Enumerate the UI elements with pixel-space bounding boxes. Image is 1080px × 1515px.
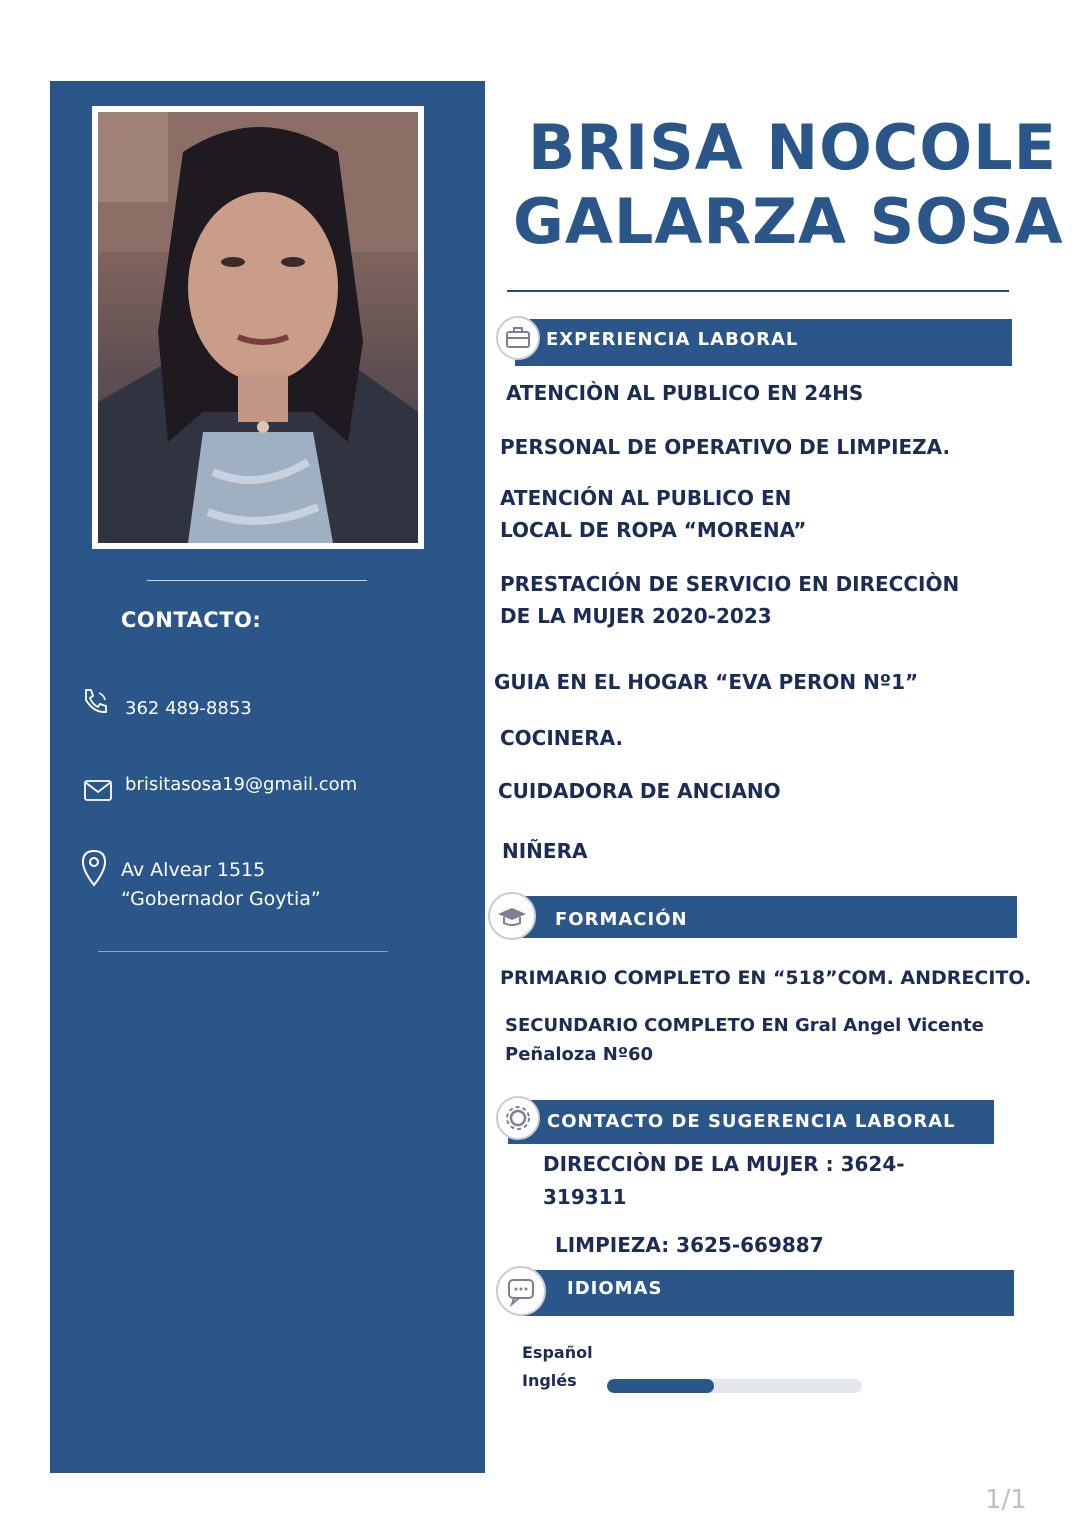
references-title: CONTACTO DE SUGERENCIA LABORAL <box>547 1111 956 1132</box>
sidebar-divider-bottom <box>98 951 388 952</box>
reference-line-2: 319311 <box>543 1185 627 1209</box>
gear-icon <box>496 1096 540 1140</box>
languages-header <box>520 1270 1014 1316</box>
phone-icon <box>80 686 112 718</box>
reference-line-3: LIMPIEZA: 3625-669887 <box>555 1233 824 1257</box>
education-title: FORMACIÓN <box>555 909 688 930</box>
experience-item: CUIDADORA DE ANCIANO <box>498 779 781 803</box>
mail-icon <box>82 774 114 806</box>
references-header <box>508 1100 994 1144</box>
contact-heading: CONTACTO: <box>121 608 262 632</box>
experience-item: ATENCIÓN AL PUBLICO EN <box>500 486 792 510</box>
sidebar-divider <box>147 580 367 581</box>
english-level-fill <box>607 1379 714 1393</box>
graduation-cap-icon <box>488 892 536 940</box>
language-spanish: Español <box>522 1343 593 1362</box>
reference-line-1: DIRECCIÒN DE LA MUJER : 3624- <box>543 1152 905 1176</box>
education-secondary-label: SECUNDARIO COMPLETO EN <box>505 1015 789 1036</box>
phone-number[interactable]: 362 489-8853 <box>125 698 252 719</box>
experience-item: GUIA EN EL HOGAR “EVA PERON Nº1” <box>494 670 919 694</box>
briefcase-icon <box>496 316 540 360</box>
english-level-bar <box>607 1379 862 1393</box>
chat-bubble-icon <box>496 1266 546 1316</box>
experience-item: PERSONAL DE OPERATIVO DE LIMPIEZA. <box>500 435 951 459</box>
location-pin-icon <box>78 848 110 888</box>
title-divider <box>507 290 1009 292</box>
experience-title: EXPERIENCIA LABORAL <box>546 329 799 350</box>
education-header <box>510 896 1017 938</box>
experience-item: PRESTACIÓN DE SERVICIO EN DIRECCIÒN <box>500 572 960 596</box>
languages-title: IDIOMAS <box>567 1278 663 1299</box>
profile-photo <box>92 106 424 549</box>
education-secondary-line-2: Peñaloza Nº60 <box>505 1044 654 1065</box>
experience-item: DE LA MUJER 2020-2023 <box>500 604 772 628</box>
experience-item: LOCAL DE ROPA “MORENA” <box>500 518 807 542</box>
portrait-image <box>98 112 418 543</box>
page-number: 1/1 <box>985 1485 1027 1515</box>
full-name-line-1: BRISA NOCOLE <box>528 111 1057 184</box>
language-english: Inglés <box>522 1371 577 1390</box>
address-line-2: “Gobernador Goytia” <box>121 888 321 910</box>
education-secondary-school: Gral Angel Vicente <box>795 1015 984 1036</box>
experience-item: NIÑERA <box>502 839 588 863</box>
experience-item: COCINERA. <box>500 726 624 750</box>
address-line-1: Av Alvear 1515 <box>121 859 266 881</box>
experience-header <box>515 319 1012 366</box>
education-primary: PRIMARIO COMPLETO EN “518”COM. ANDRECITO. <box>500 967 1032 989</box>
full-name-line-2: GALARZA SOSA <box>513 185 1064 258</box>
email-address[interactable]: brisitasosa19@gmail.com <box>125 774 358 795</box>
education-secondary-line-1 <box>505 1010 984 1042</box>
experience-item: ATENCIÒN AL PUBLICO EN 24HS <box>506 381 864 405</box>
